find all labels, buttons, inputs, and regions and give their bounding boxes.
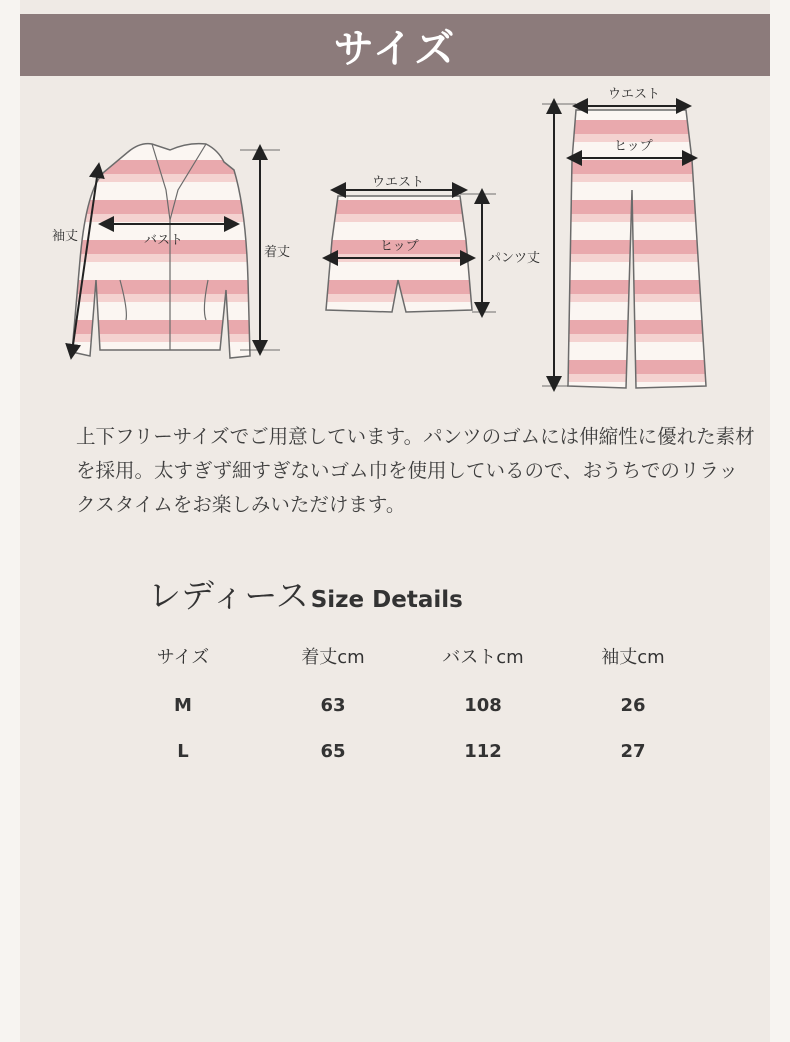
size-details-heading [148, 570, 463, 617]
size-diagram [20, 80, 770, 400]
shorts-length-label: パンツ丈 [488, 251, 541, 266]
table-cell: 65 [320, 740, 346, 762]
table-cell: 112 [464, 740, 502, 762]
table-row [108, 728, 708, 774]
shorts-hip-label: ヒップ [380, 239, 419, 254]
page [20, 0, 770, 1042]
size-heading-en: Size Details [310, 587, 463, 613]
jacket-length-label: 着丈 [264, 245, 291, 260]
table-row [108, 682, 708, 728]
table-cell: L [177, 740, 189, 762]
pants-illustration [542, 87, 706, 388]
table-cell: M [174, 694, 192, 716]
column-header-length: 着丈cm [301, 647, 365, 668]
table-cell: 108 [464, 694, 502, 716]
size-table [108, 630, 708, 774]
table-cell: 26 [620, 694, 646, 716]
table-header-row [108, 630, 708, 682]
shorts-illustration [326, 175, 540, 312]
table-cell: 27 [620, 740, 646, 762]
product-description: 上下フリーサイズでご用意しています。パンツのゴムには伸縮性に優れた素材を採用。太すぎず細すぎないゴム巾を使用しているので、おうちでのリラックスタイムをお楽しみいただけます。 [76, 425, 755, 516]
pants-waist-label: ウエスト [608, 87, 661, 102]
jacket-bust-label: バスト [144, 233, 184, 248]
size-heading-jp: レディース [148, 576, 309, 615]
pants-hip-label: ヒップ [614, 139, 653, 154]
jacket-illustration [52, 144, 290, 358]
column-header-size: サイズ [156, 647, 210, 668]
header-banner [20, 14, 770, 76]
shorts-waist-label: ウエスト [372, 175, 425, 190]
column-header-bust: バストcm [442, 647, 524, 668]
page-title: サイズ [333, 25, 457, 72]
jacket-sleeve-label: 袖丈 [52, 229, 79, 244]
table-cell: 63 [320, 694, 346, 716]
column-header-sleeve: 袖丈cm [601, 647, 665, 668]
